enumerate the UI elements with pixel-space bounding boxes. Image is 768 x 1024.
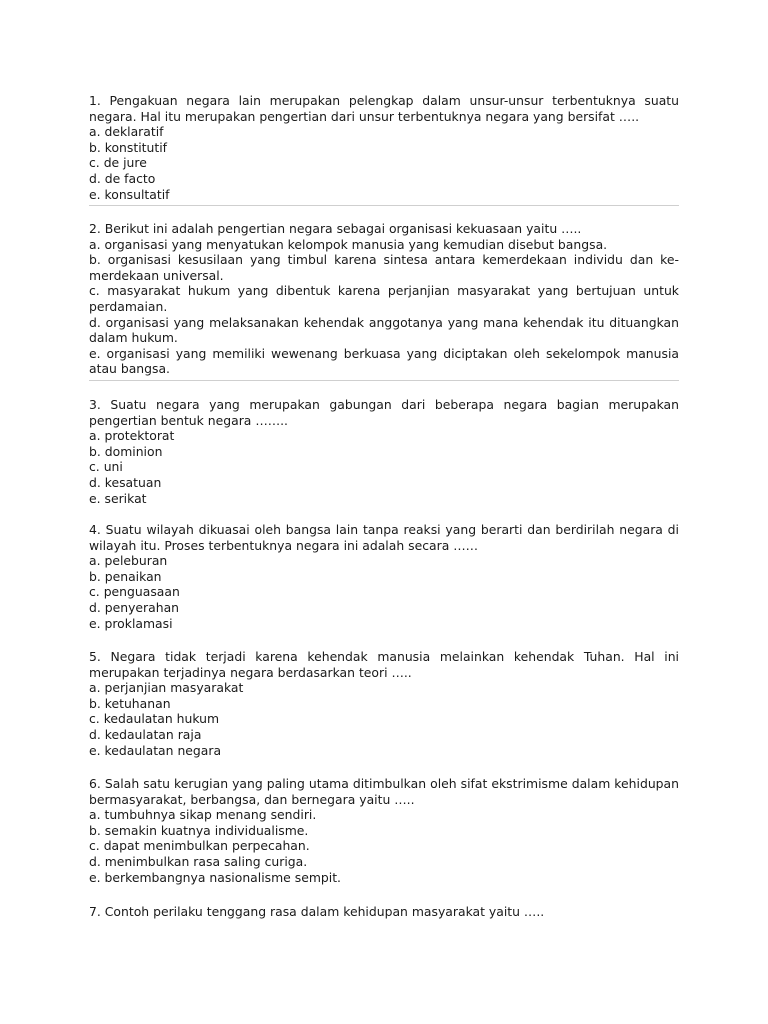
question-1 — [89, 93, 679, 202]
question-4 — [89, 522, 679, 631]
answer-option: e. serikat — [89, 490, 147, 506]
answer-option: c. penguasaan — [89, 584, 180, 600]
answer-option: c. masyarakat hukum yang dibentuk karena perjanjian masyarakat yang bertujuan untuk perdamaian. — [89, 283, 679, 314]
answer-option: e. proklamasi — [89, 615, 173, 631]
answer-option: b. organisasi kesusilaan yang timbul karena sintesa antara kemerdekaan individu dan ke-merdekaan universal. — [89, 252, 679, 283]
divider — [89, 205, 679, 206]
answer-option: a. deklaratif — [89, 124, 164, 140]
answer-option: d. penyerahan — [89, 599, 180, 615]
answer-option: c. de jure — [89, 155, 147, 171]
answer-option: b. semakin kuatnya individualisme. — [89, 822, 309, 838]
answer-option: e. organisasi yang memiliki wewenang berkuasa yang diciptakan oleh sekelompok manusia atau bangsa. — [89, 345, 679, 377]
answer-option: b. penaikan — [89, 568, 162, 584]
answer-option: d. organisasi yang melaksanakan kehendak anggotanya yang mana kehendak itu dituangkan dalam hukum. — [89, 314, 679, 346]
answer-option: a. perjanjian masyarakat — [89, 680, 244, 696]
question-6 — [89, 776, 679, 885]
question-stem: 7. Contoh perilaku tenggang rasa dalam kehidupan masyarakat yaitu ….. — [89, 904, 545, 919]
answer-option: c. kedaulatan hukum — [89, 711, 220, 727]
question-5 — [89, 649, 679, 758]
answer-option: d. menimbulkan rasa saling curiga. — [89, 853, 308, 869]
answer-option: a. protektorat — [89, 428, 175, 444]
answer-option: e. berkembangnya nasionalisme sempit. — [89, 869, 341, 885]
answer-option: d. de facto — [89, 170, 156, 186]
answer-option: a. tumbuhnya sikap menang sendiri. — [89, 807, 317, 823]
answer-option: d. kedaulatan raja — [89, 726, 202, 742]
answer-option: e. konsultatif — [89, 186, 170, 202]
question-3 — [89, 397, 679, 506]
divider — [89, 380, 679, 381]
question-stem: 3. Suatu negara yang merupakan gabungan dari beberapa negara bagian merupakan pengertian bentuk negara …….. — [89, 397, 679, 428]
answer-option: b. ketuhanan — [89, 695, 171, 711]
question-2 — [89, 221, 679, 377]
answer-option: a. organisasi yang menyatukan kelompok manusia yang kemudian disebut bangsa. — [89, 236, 608, 252]
answer-option: c. uni — [89, 459, 123, 475]
question-stem: 6. Salah satu kerugian yang paling utama ditimbulkan oleh sifat ekstrimisme dalam kehidupan bermasyarakat, berbangsa, dan bernegara yaitu ….. — [89, 776, 679, 807]
question-stem: 1. Pengakuan negara lain merupakan pelengkap dalam unsur-unsur terbentuknya suatu negara. Hal itu merupakan pengertian dari unsur terbentuknya negara yang bersifat ….. — [89, 93, 679, 124]
question-stem: 2. Berikut ini adalah pengertian negara sebagai organisasi kekuasaan yaitu ….. — [89, 221, 582, 236]
question-stem: 4. Suatu wilayah dikuasai oleh bangsa lain tanpa reaksi yang berarti dan berdirilah negara di wilayah itu. Proses terbentuknya negara ini adalah secara …… — [89, 522, 679, 553]
question-7 — [89, 904, 679, 920]
answer-option: d. kesatuan — [89, 474, 162, 490]
answer-option: b. konstitutif — [89, 139, 168, 155]
answer-option: b. dominion — [89, 443, 163, 459]
answer-option: e. kedaulatan negara — [89, 742, 222, 758]
answer-option: a. peleburan — [89, 553, 168, 569]
answer-option: c. dapat menimbulkan perpecahan. — [89, 838, 310, 854]
question-stem: 5. Negara tidak terjadi karena kehendak manusia melainkan kehendak Tuhan. Hal ini merupakan terjadinya negara berdasarkan teori ….. — [89, 649, 679, 680]
